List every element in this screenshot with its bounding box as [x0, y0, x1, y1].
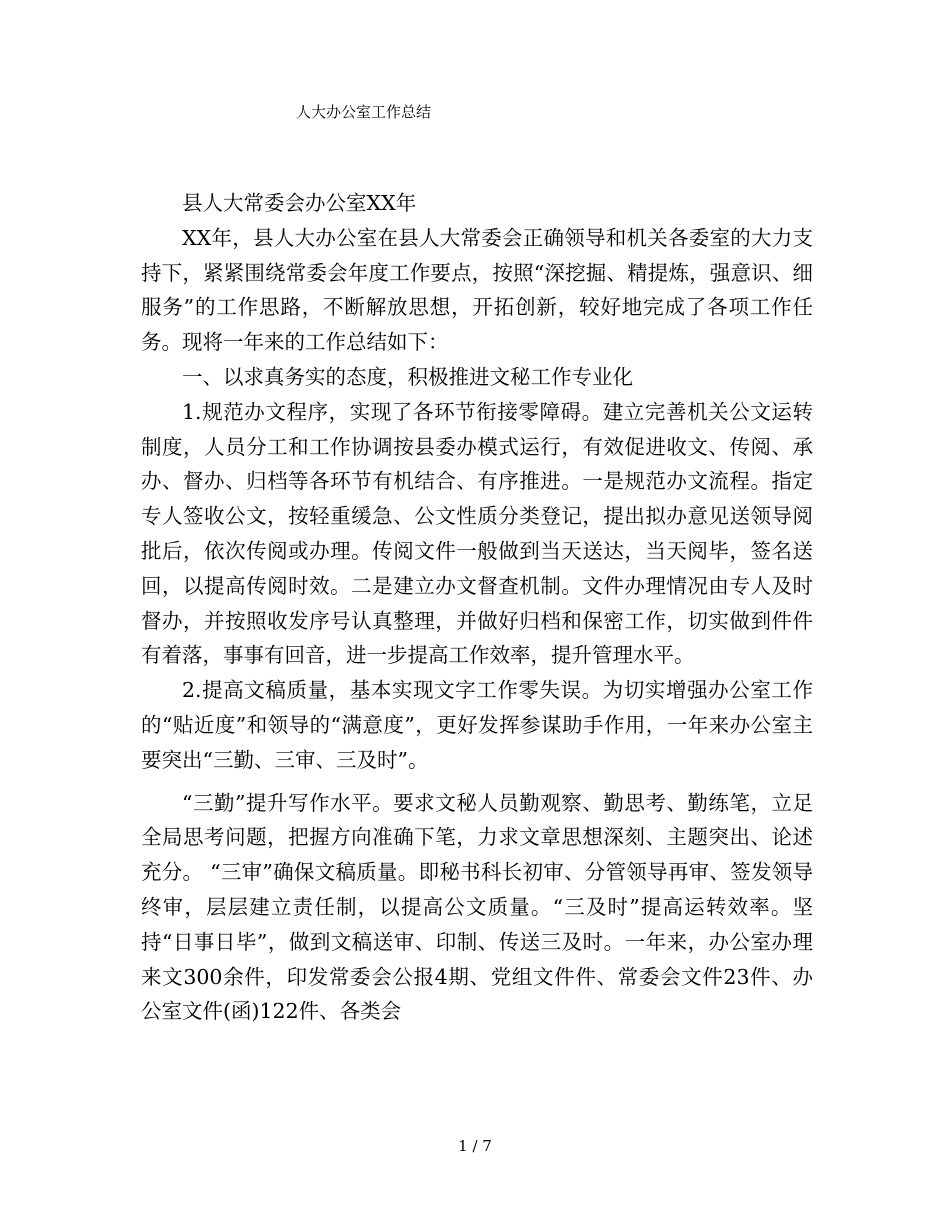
section-heading: 一、以求真务实的态度，积极推进文秘工作专业化: [182, 364, 633, 389]
paragraph-intro: XX年，县人大办公室在县人大常委会正确领导和机关各委室的大力支持下，紧紧围绕常委会年度工作要点，按照“深挖掘、精提炼，强意识、细服务”的工作思路，不断解放思想，开拓创新，较好地完成了各项工作任务。现将一年来的工作总结如下：: [141, 225, 813, 355]
page-number: 1 / 7: [458, 1137, 492, 1155]
paragraph-subtitle: 县人大常委会办公室XX年: [182, 191, 417, 215]
paragraph-item-2: 2.提高文稿质量，基本实现文字工作零失误。为切实增强办公室工作的“贴近度”和领导的“满意度”，更好发挥参谋助手作用，一年来办公室主要突出“三勤、三审、三及时”。: [141, 678, 813, 772]
document-body: [141, 186, 813, 1029]
page-header-title: 人大办公室工作总结: [296, 103, 432, 121]
paragraph-three-points: “三勤”提升写作水平。要求文秘人员勤观察、勤思考、勤练笔，立足全局思考问题，把握方向准确下笔，力求文章思想深刻、主题突出、论述充分。 “三审”确保文稿质量。即秘书科长初审、分管领导再审、签发领导终审，层层建立责任制，以提高公文质量。“三及时”提高运转效率。坚持“日事日毕”，做到文稿送审、印制、传送三及时。一年来，办公室办理来文300余件，印发常委会公报4期、党组文件件、常委会文件23件、办公室文件(函)122件、各类会: [141, 790, 813, 1024]
paragraph-item-1: 1.规范办文程序，实现了各环节衔接零障碍。建立完善机关公文运转制度，人员分工和工作协调按县委办模式运行，有效促进收文、传阅、承办、督办、归档等各环节有机结合、有序推进。一是规范办文流程。指定专人签收公文，按轻重缓急、公文性质分类登记，提出拟办意见送领导阅批后，依次传阅或办理。传阅文件一般做到当天送达，当天阅毕，签名送回，以提高传阅时效。二是建立办文督查机制。文件办理情况由专人及时督办，并按照收发序号认真整理，并做好归档和保密工作，切实做到件件有着落，事事有回音，进一步提高工作效率，提升管理水平。: [141, 399, 813, 668]
